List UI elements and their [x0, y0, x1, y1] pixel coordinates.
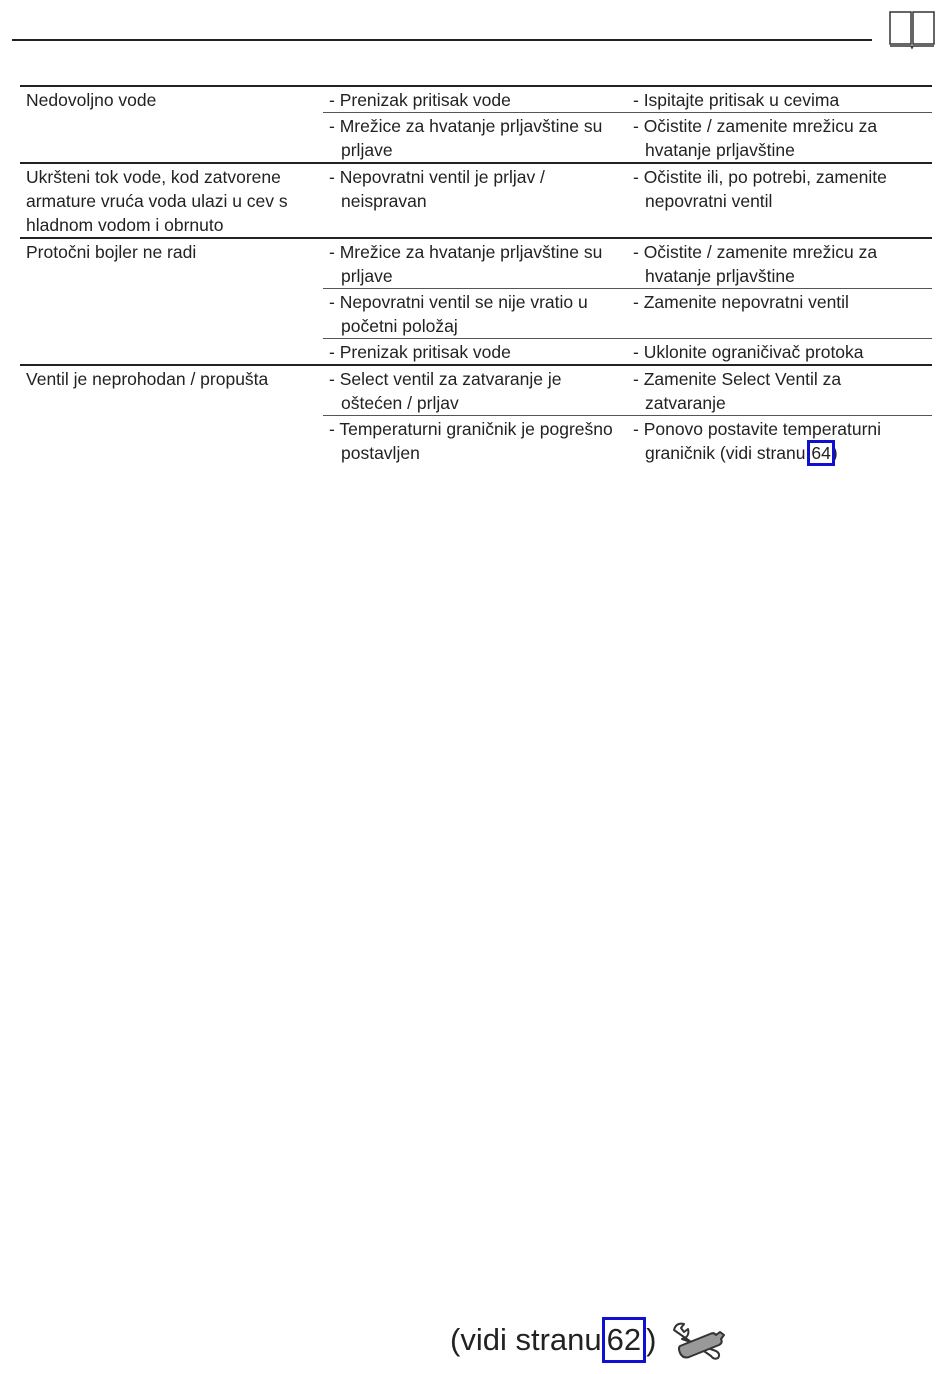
remedy-cell: - Očistite / zamenite mrežicu za hvatanje prljavštine [627, 238, 932, 289]
footer-prefix: (vidi stranu [450, 1322, 602, 1357]
remedy-cell: - Uklonite ograničivač protoka [627, 339, 932, 366]
remedy-cell: - Zamenite Select Ventil za zatvaranje [627, 365, 932, 416]
footer-suffix: ) [646, 1322, 657, 1357]
remedy-text-suffix: ) [831, 443, 838, 463]
troubleshooting-table [20, 85, 932, 465]
book-icon [888, 10, 936, 50]
problem-cell: Ukršteni tok vode, kod zatvorene armature vruća voda ulazi u cev s hladnom vodom i obrnuto [20, 163, 323, 238]
header-rule [12, 39, 872, 41]
tools-icon [670, 1320, 728, 1360]
remedy-text: - Ponovo postavite temperaturni graničnik (vidi stranu [633, 419, 882, 463]
problem-cell: Protočni bojler ne radi [20, 238, 323, 365]
table-row [20, 86, 932, 113]
table-row [20, 163, 932, 238]
cause-cell: - Nepovratni ventil je prljav / neispravan [323, 163, 627, 238]
remedy-cell: - Očistite ili, po potrebi, zamenite nepovratni ventil [627, 163, 932, 238]
cause-cell: - Mrežice za hvatanje prljavštine su prljave [323, 238, 627, 289]
footer-reference [450, 1312, 728, 1368]
remedy-cell [627, 416, 932, 466]
cause-cell: - Nepovratni ventil se nije vratio u početni položaj [323, 289, 627, 339]
page-ref-link[interactable]: 64 [811, 443, 831, 463]
problem-cell: Ventil je neprohodan / propušta [20, 365, 323, 465]
cause-cell: - Prenizak pritisak vode [323, 339, 627, 366]
remedy-cell: - Očistite / zamenite mrežicu za hvatanje prljavštine [627, 113, 932, 164]
remedy-cell: - Ispitajte pritisak u cevima [627, 86, 932, 113]
table-row [20, 365, 932, 416]
cause-cell: - Select ventil za zatvaranje je oštećen / prljav [323, 365, 627, 416]
cause-cell: - Prenizak pritisak vode [323, 86, 627, 113]
cause-cell: - Temperaturni graničnik je pogrešno postavljen [323, 416, 627, 466]
problem-cell: Nedovoljno vode [20, 86, 323, 163]
table-row [20, 238, 932, 289]
cause-cell: - Mrežice za hvatanje prljavštine su prljave [323, 113, 627, 164]
remedy-cell: - Zamenite nepovratni ventil [627, 289, 932, 339]
footer-page-ref-link[interactable]: 62 [602, 1317, 646, 1363]
